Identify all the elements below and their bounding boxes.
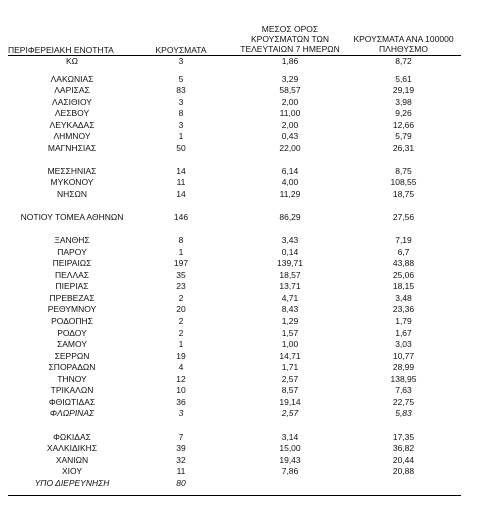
region-cell: ΣΕΡΡΩΝ [54, 350, 90, 361]
cases-cell: 20 [176, 304, 186, 315]
cases-cell: 32 [176, 454, 186, 465]
per100k-cell: 18,15 [392, 281, 415, 292]
table-row [8, 478, 461, 490]
per100k-cell: 22,75 [392, 396, 415, 407]
avg7-cell: 8,57 [281, 385, 299, 396]
avg7-cell: 4,71 [281, 292, 299, 303]
table-header [8, 18, 461, 56]
cases-cell: 2 [178, 316, 184, 327]
per100k-cell: 36,82 [392, 443, 415, 454]
region-cell: ΝΗΣΩΝ [56, 189, 88, 200]
region-cell: ΧΙΟΥ [61, 466, 83, 477]
table-body [8, 56, 461, 496]
avg7-cell: 2,00 [281, 119, 299, 130]
region-cell: ΡΟΔΟΠΗΣ [51, 316, 93, 327]
avg7-cell: 22,00 [279, 142, 301, 153]
region-cell: ΠΡΕΒΕΖΑΣ [49, 292, 95, 303]
per100k-cell: 20,44 [392, 454, 415, 465]
avg7-cell: 8,43 [281, 304, 299, 315]
cases-cell: 2 [178, 292, 184, 303]
region-cell: ΦΛΩΡΙΝΑΣ [49, 408, 95, 419]
region-cell: ΠΕΙΡΑΙΩΣ [52, 258, 92, 269]
cases-cell: 3 [178, 96, 184, 107]
region-cell: ΦΘΙΩΤΙΔΑΣ [48, 396, 96, 407]
region-cell: ΤΡΙΚΑΛΩΝ [50, 385, 94, 396]
region-cell: ΝΟΤΙΟΥ ΤΟΜΕΑ ΑΘΗΝΩΝ [20, 212, 124, 223]
table-row [8, 385, 461, 397]
cases-cell: 11 [176, 466, 186, 477]
avg7-cell: 1,00 [281, 339, 299, 350]
cases-cell: 11 [176, 177, 186, 188]
per100k-cell: 43,88 [392, 258, 415, 269]
region-cell: ΜΕΣΣΗΝΙΑΣ [47, 165, 97, 176]
per100k-cell: 25,06 [392, 269, 415, 280]
per100k-cell: 5,83 [395, 408, 412, 419]
avg7-cell: 11,00 [279, 108, 301, 119]
per100k-cell: 5,61 [395, 73, 412, 84]
group-spacer [8, 224, 461, 236]
region-cell: ΧΑΝΙΩΝ [55, 454, 89, 465]
cases-cell: 1 [178, 246, 184, 257]
per100k-cell: 20,88 [392, 466, 415, 477]
region-cell: ΡΟΔΟΥ [57, 327, 87, 338]
cases-cell: 3 [178, 56, 184, 66]
table-row [8, 362, 461, 374]
avg7-cell: 3,29 [281, 73, 299, 84]
cases-cell: 5 [178, 73, 184, 84]
table-row [8, 339, 461, 351]
region-cell: ΣΑΜΟΥ [56, 339, 87, 350]
group-spacer [8, 201, 461, 213]
avg7-cell: 18,57 [279, 269, 301, 280]
cases-cell: 80 [176, 477, 186, 488]
table-row [8, 56, 461, 68]
cases-cell: 50 [176, 142, 186, 153]
region-cell: ΞΑΝΘΗΣ [54, 235, 90, 246]
per100k-cell: 3,98 [395, 96, 412, 107]
avg7-cell: 3,14 [281, 431, 299, 442]
header-region: ΠΕΡΙΦΕΡΕΙΑΚΗ ΕΝΟΤΗΤΑ [8, 45, 114, 55]
per100k-cell: 7,19 [395, 235, 412, 246]
per100k-cell: 28,99 [392, 362, 415, 373]
region-cell: ΡΕΘΥΜΝΟΥ [47, 304, 97, 315]
region-cell: ΠΑΡΟΥ [57, 246, 87, 257]
avg7-cell: 2,57 [281, 373, 299, 384]
region-cell: ΚΩ [65, 56, 79, 66]
avg7-cell: 2,57 [281, 408, 299, 419]
table-row [8, 143, 461, 155]
table-row [8, 328, 461, 340]
cases-cell: 23 [176, 281, 186, 292]
table-row [8, 304, 461, 316]
group-spacer [8, 420, 461, 432]
avg7-cell: 1,29 [281, 316, 299, 327]
per100k-cell: 10,77 [392, 350, 415, 361]
table-row [8, 85, 461, 97]
table-row [8, 177, 461, 189]
table-row [8, 408, 461, 420]
avg7-cell: 58,57 [279, 85, 301, 96]
region-cell: ΣΠΟΡΑΔΩΝ [48, 362, 96, 373]
cases-cell: 8 [178, 108, 184, 119]
per100k-cell: 5,79 [395, 131, 412, 142]
region-cell: ΛΗΜΝΟΥ [53, 131, 91, 142]
table-row [8, 120, 461, 132]
table-row [8, 455, 461, 467]
per100k-cell: 7,63 [395, 385, 412, 396]
avg7-cell: 13,71 [279, 281, 301, 292]
cases-cell: 36 [176, 396, 186, 407]
cases-cell: 19 [176, 350, 186, 361]
table-row [8, 351, 461, 363]
table-row [8, 74, 461, 86]
avg7-cell: 1,86 [281, 56, 299, 66]
header-avg7: ΜΕΣΟΣ ΟΡΟΣ ΚΡΟΥΣΜΑΤΩΝ ΤΩΝ ΤΕΛΕΥΤΑΙΩΝ 7 ΗΜΕΡΩΝ [240, 24, 340, 54]
table-row [8, 293, 461, 305]
region-cell: ΜΥΚΟΝΟΥ [50, 177, 94, 188]
cases-cell: 197 [173, 258, 189, 269]
per100k-cell: 6,7 [397, 246, 410, 257]
avg7-cell: 11,29 [279, 189, 301, 200]
table-row [8, 235, 461, 247]
avg7-cell: 3,43 [281, 235, 299, 246]
cases-cell: 35 [176, 269, 186, 280]
cases-table [8, 18, 461, 496]
cases-cell: 83 [176, 85, 186, 96]
avg7-cell: 19,43 [279, 454, 301, 465]
per100k-cell: 18,75 [392, 189, 415, 200]
region-cell: ΛΕΥΚΑΔΑΣ [49, 119, 95, 130]
table-row [8, 432, 461, 444]
region-cell: ΠΙΕΡΙΑΣ [55, 281, 89, 292]
per100k-cell: 8,72 [395, 56, 412, 66]
table-row [8, 316, 461, 328]
avg7-cell: 0,43 [281, 131, 299, 142]
per100k-cell: 9,26 [395, 108, 412, 119]
group-spacer [8, 154, 461, 166]
avg7-cell: 1,71 [281, 362, 299, 373]
avg7-cell: 7,86 [281, 466, 299, 477]
avg7-cell: 19,14 [279, 396, 301, 407]
table-row [8, 247, 461, 259]
cases-cell: 2 [178, 327, 184, 338]
per100k-cell: 1,67 [395, 327, 412, 338]
cases-cell: 1 [178, 339, 184, 350]
cases-cell: 12 [176, 373, 186, 384]
table-row [8, 108, 461, 120]
avg7-cell: 6,14 [281, 165, 299, 176]
table-row [8, 166, 461, 178]
table-row [8, 212, 461, 224]
avg7-cell: 0,14 [281, 246, 299, 257]
per100k-cell: 27,56 [392, 212, 415, 223]
cases-cell: 8 [178, 235, 184, 246]
table-row [8, 97, 461, 109]
region-cell: ΛΕΣΒΟΥ [54, 108, 90, 119]
table-row [8, 189, 461, 201]
avg7-cell: 15,00 [279, 443, 301, 454]
avg7-cell: 1,57 [281, 327, 299, 338]
per100k-cell: 3,48 [395, 292, 412, 303]
per100k-cell: 8,75 [395, 165, 412, 176]
cases-cell: 14 [176, 165, 186, 176]
table-row [8, 374, 461, 386]
per100k-cell: 12,66 [392, 119, 415, 130]
avg7-cell: 14,71 [279, 350, 301, 361]
per100k-cell: 26,31 [392, 142, 415, 153]
avg7-cell: 86,29 [279, 212, 301, 223]
cases-cell: 39 [176, 443, 186, 454]
avg7-cell: 4,00 [281, 177, 299, 188]
region-cell: ΛΑΚΩΝΙΑΣ [50, 73, 94, 84]
table-row [8, 131, 461, 143]
per100k-cell: 23,36 [392, 304, 415, 315]
per100k-cell: 138,95 [390, 373, 417, 384]
cases-cell: 1 [178, 131, 184, 142]
avg7-cell: 2,00 [281, 96, 299, 107]
cases-cell: 3 [178, 119, 184, 130]
per100k-cell: 29,19 [392, 85, 415, 96]
table-row [8, 281, 461, 293]
region-cell: ΛΑΡΙΣΑΣ [54, 85, 90, 96]
table-row [8, 466, 461, 478]
bottom-rule [8, 495, 461, 496]
per100k-cell: 1,79 [395, 316, 412, 327]
cases-cell: 7 [178, 431, 184, 442]
avg7-cell: 139,71 [277, 258, 303, 269]
table-row [8, 270, 461, 282]
region-cell: ΧΑΛΚΙΔΙΚΗΣ [46, 443, 98, 454]
cases-cell: 4 [178, 362, 184, 373]
per100k-cell: 3,03 [395, 339, 412, 350]
header-cases: ΚΡΟΥΣΜΑΤΑ [155, 45, 207, 55]
region-cell: ΥΠΟ ΔΙΕΡΕΥΝΗΣΗ [34, 477, 110, 488]
region-cell: ΜΑΓΝΗΣΙΑΣ [47, 142, 97, 153]
region-cell: ΦΩΚΙΔΑΣ [53, 431, 91, 442]
header-per100k: ΚΡΟΥΣΜΑΤΑ ΑΝΑ 100000 ΠΛΗΘΥΣΜΟ [353, 34, 454, 54]
cases-cell: 146 [173, 212, 189, 223]
region-cell: ΛΑΣΙΘΙΟΥ [52, 96, 92, 107]
region-cell: ΤΗΝΟΥ [57, 373, 87, 384]
cases-cell: 10 [176, 385, 186, 396]
per100k-cell: 108,55 [390, 177, 417, 188]
table-row [8, 397, 461, 409]
table-row [8, 258, 461, 270]
cases-cell: 3 [178, 408, 184, 419]
per100k-cell: 17,35 [392, 431, 415, 442]
table-row [8, 443, 461, 455]
region-cell: ΠΕΛΛΑΣ [54, 269, 90, 280]
cases-cell: 14 [176, 189, 186, 200]
